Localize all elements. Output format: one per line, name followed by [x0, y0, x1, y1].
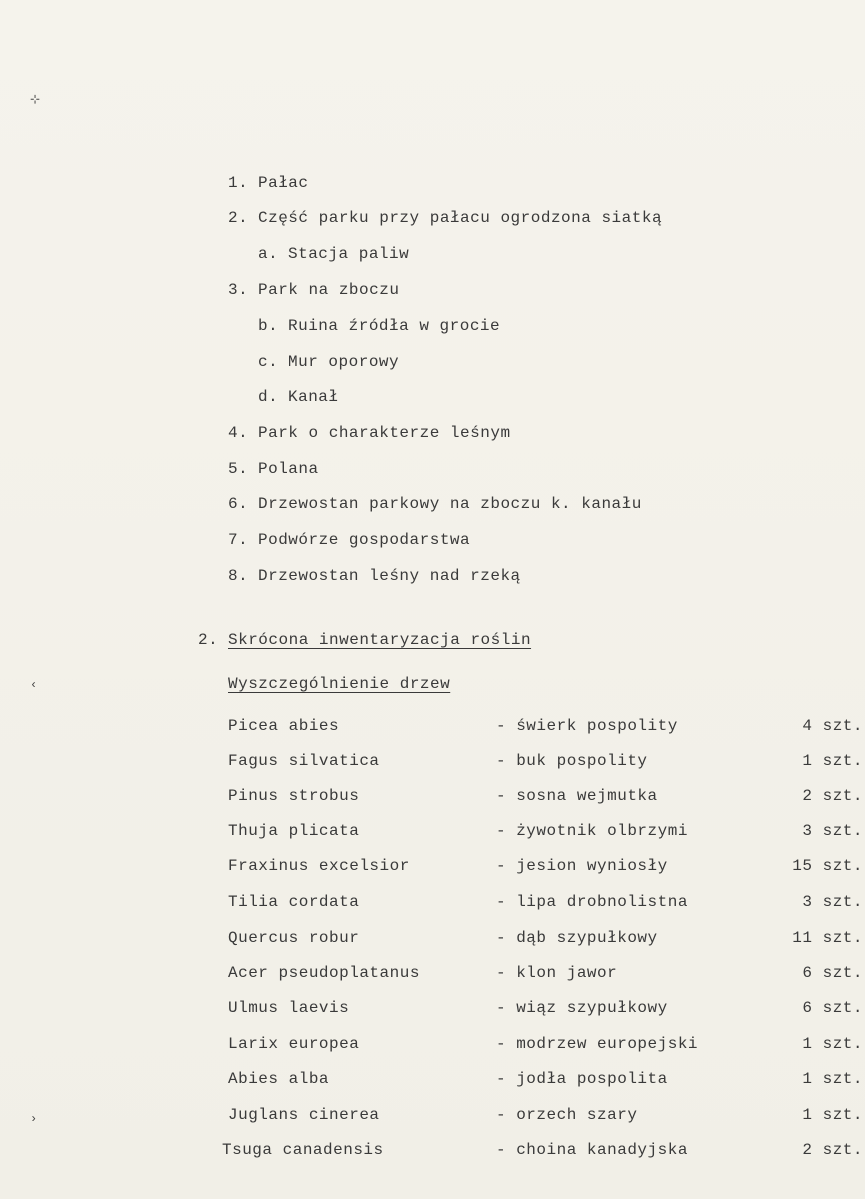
tree-row: Pinus strobus - sosna wejmutka 2 szt. [228, 787, 863, 805]
outline-item-6: 6. Drzewostan parkowy na zboczu k. kanału [228, 495, 642, 513]
subheading: Wyszczególnienie drzew [228, 675, 451, 693]
tree-row: Acer pseudoplatanus - klon jawor 6 szt. [228, 964, 863, 982]
outline-item-c: c. Mur oporowy [258, 353, 400, 371]
tree-row: Juglans cinerea - orzech szary 1 szt. [228, 1106, 863, 1124]
outline-item-8: 8. Drzewostan leśny nad rzeką [228, 567, 521, 585]
outline-item-7: 7. Podwórze gospodarstwa [228, 531, 471, 549]
margin-mark: ⊹ [30, 93, 41, 107]
margin-mark: › [30, 1112, 38, 1126]
tree-row: Ulmus laevis - wiąz szypułkowy 6 szt. [228, 999, 863, 1017]
tree-row: Thuja plicata - żywotnik olbrzymi 3 szt. [228, 822, 863, 840]
outline-item-3: 3. Park na zboczu [228, 281, 400, 299]
outline-item-b: b. Ruina źródła w grocie [258, 317, 501, 335]
margin-mark: ‹ [30, 678, 38, 692]
outline-item-5: 5. Polana [228, 460, 319, 478]
tree-row: Fagus silvatica - buk pospolity 1 szt. [228, 752, 863, 770]
tree-row: Picea abies - świerk pospolity 4 szt. [228, 717, 863, 735]
tree-row: Tilia cordata - lipa drobnolistna 3 szt. [228, 893, 863, 911]
outline-item-1: 1. Pałac [228, 174, 309, 192]
tree-row: Fraxinus excelsior - jesion wyniosły 15 szt. [228, 857, 863, 875]
tree-row: Tsuga canadensis - choina kanadyjska 2 szt. [222, 1141, 863, 1159]
outline-item-2: 2. Część parku przy pałacu ogrodzona siatką [228, 209, 663, 227]
outline-item-a: a. Stacja paliw [258, 245, 410, 263]
section-heading: 2. Skrócona inwentaryzacja roślin [198, 631, 532, 649]
tree-row: Larix europea - modrzew europejski 1 szt. [228, 1035, 863, 1053]
outline-item-d: d. Kanał [258, 388, 339, 406]
outline-item-4: 4. Park o charakterze leśnym [228, 424, 511, 442]
tree-row: Quercus robur - dąb szypułkowy 11 szt. [228, 929, 863, 947]
tree-row: Abies alba - jodła pospolita 1 szt. [228, 1070, 863, 1088]
